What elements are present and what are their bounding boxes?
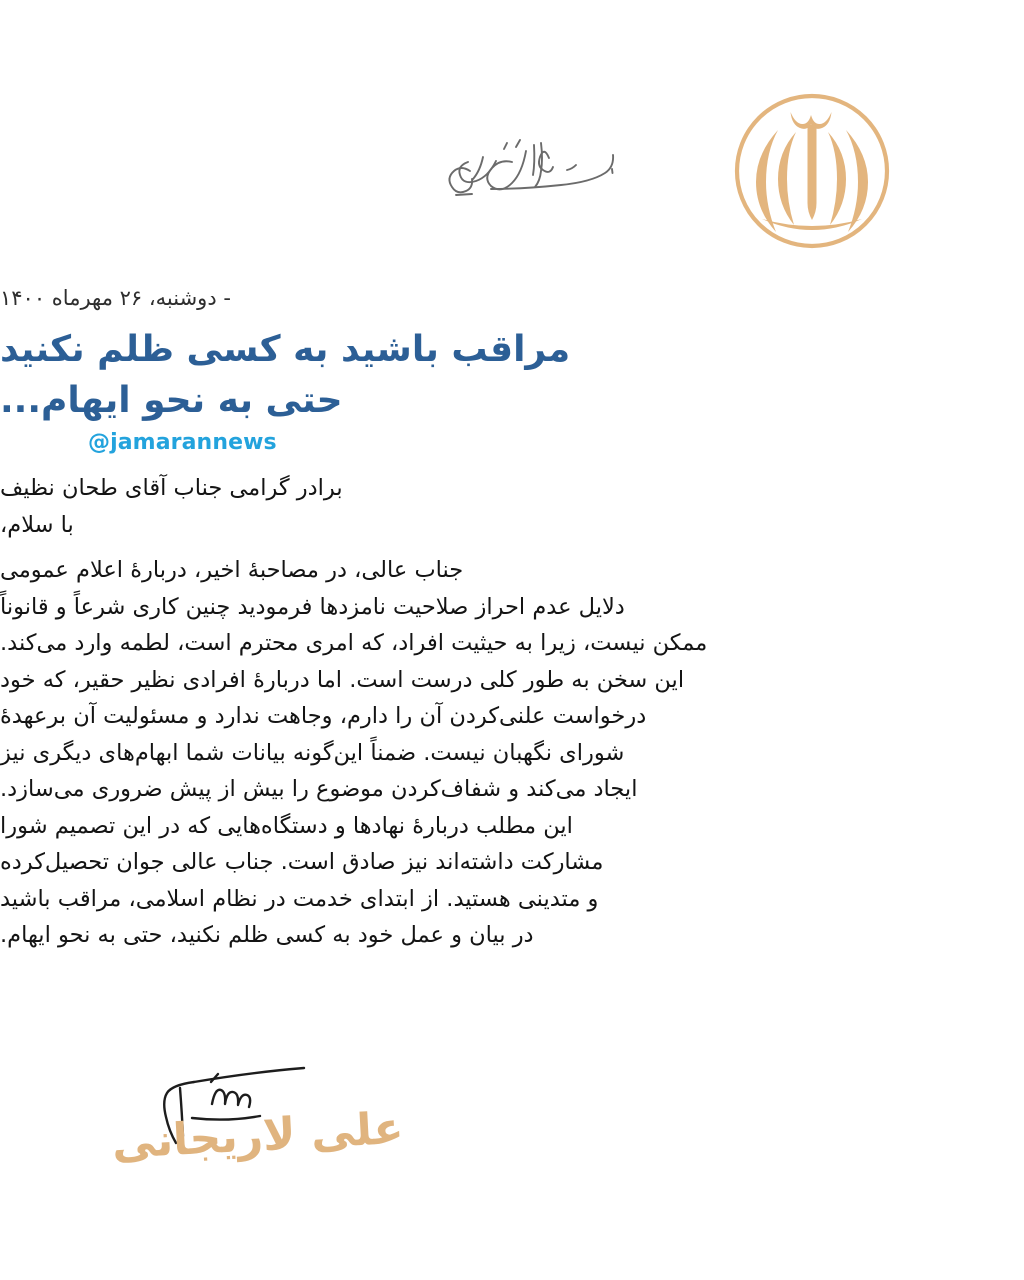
- letter-salutation-line: برادر گرامی جناب آقای طحان نظیف: [0, 475, 343, 501]
- letter-body-line: درخواست علنی‌کردن آن را دارم، وجاهت ندارد و مسئولیت آن برعهدهٔ: [0, 703, 647, 729]
- letter-body-line: در بیان و عمل خود به کسی ظلم نکنید، حتی به نحو ایهام.: [0, 922, 534, 948]
- page-title: [0, 324, 895, 426]
- letter-body-line: مشارکت داشته‌اند نیز صادق است. جناب عالی جوان تحصیل‌کرده: [0, 849, 604, 875]
- letter-body-line: شورای نگهبان نیست. ضمناً این‌گونه بیانات شما ابهام‌های دیگری نیز: [0, 739, 625, 766]
- social-handle-watermark: @jamarannews: [88, 430, 277, 455]
- letter-body-line: ایجاد می‌کند و شفاف‌کردن موضوع را بیش از پیش ضروری می‌سازد.: [0, 776, 638, 802]
- letter-body-line: این سخن به طور کلی درست است. اما دربارهٔ افرادی نظیر حقیر، که خود: [0, 666, 685, 693]
- letter-body-line: دلایل عدم احراز صلاحیت نامزدها فرمودید چنین کاری شرعاً و قانوناً: [0, 593, 625, 620]
- letter-body-line: جناب عالی، در مصاحبهٔ اخیر، دربارهٔ اعلام عمومی: [0, 557, 464, 583]
- headline-line-1: مراقب باشید به کسی ظلم نکنید: [0, 329, 571, 370]
- emblem-of-iran-icon: [722, 78, 902, 263]
- letter-body-line: ممکن نیست، زیرا به حیثیت افراد، که امری محترم است، لطمه وارد می‌کند.: [0, 630, 708, 656]
- headline-line-2: حتی به نحو ایهام...: [0, 380, 343, 422]
- letter-body: [0, 470, 895, 954]
- bismillah-calligraphy-icon: [408, 125, 638, 217]
- letter-date-text: - دوشنبه، ۲۶ مهرماه ۱۴۰۰: [0, 286, 231, 310]
- signature-name: علی لاریجانی: [110, 1102, 405, 1169]
- letter-body-line: و متدینی هستید. از ابتدای خدمت در نظام اسلامی، مراقب باشید: [0, 885, 599, 912]
- letter-body-line: این مطلب دربارهٔ نهادها و دستگاه‌هایی که در این تصمیم شورا: [0, 812, 573, 839]
- letter-salutation-line: با سلام،: [0, 511, 74, 538]
- letter-date: [0, 286, 895, 310]
